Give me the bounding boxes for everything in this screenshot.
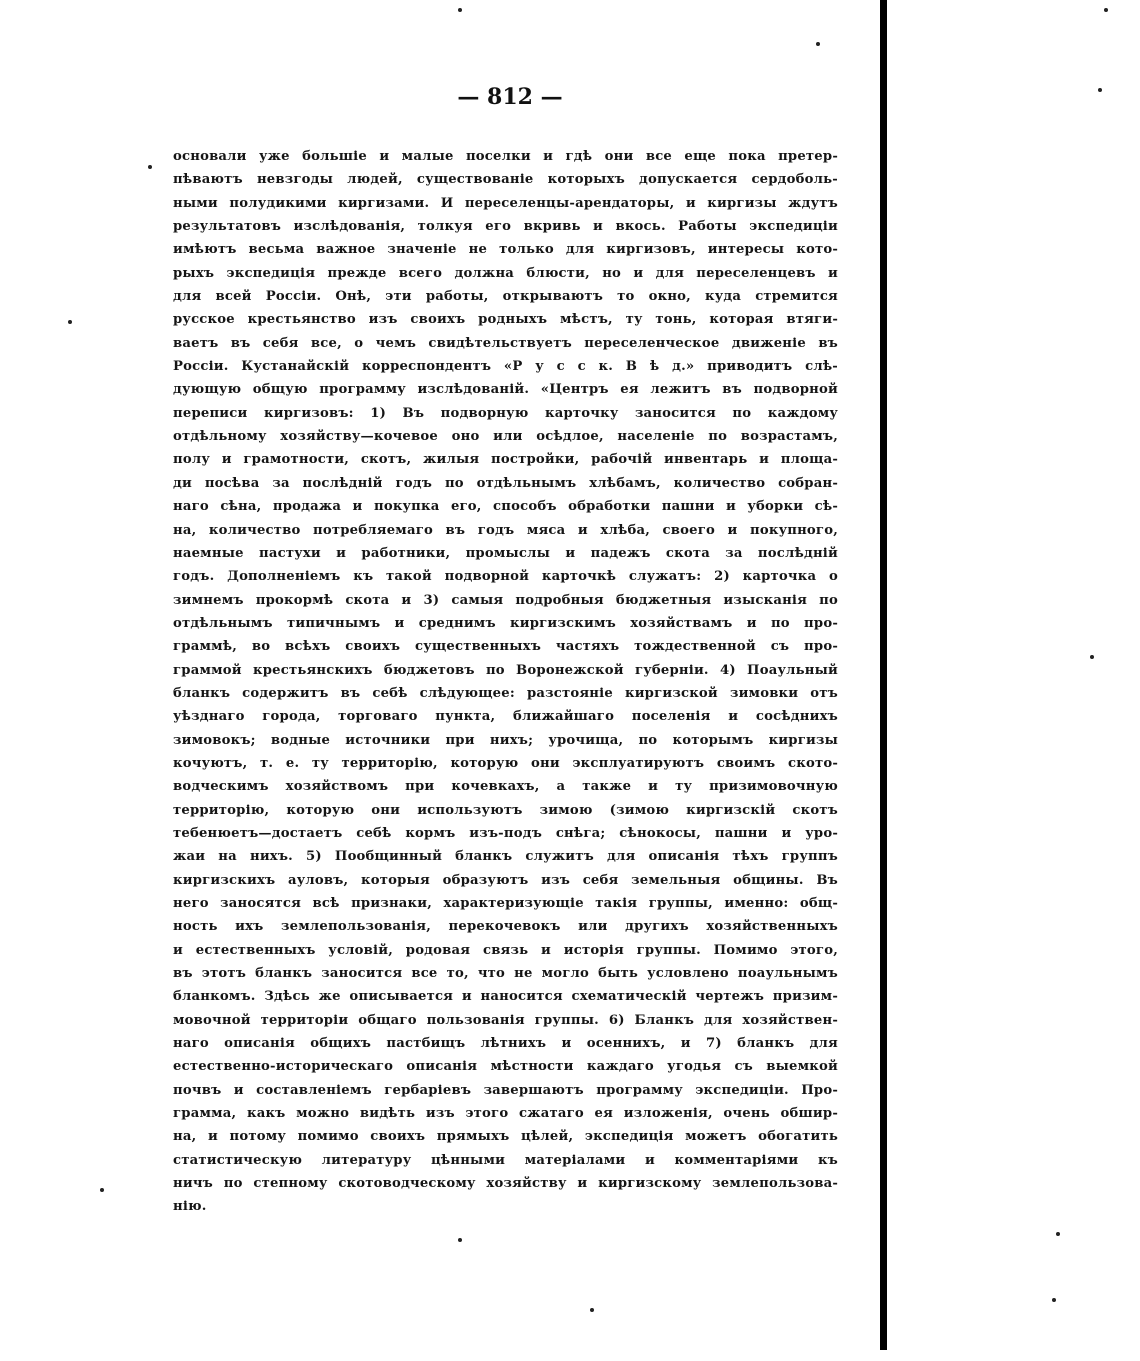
- scan-speck: [1056, 1232, 1060, 1236]
- text-line: водческимъ хозяйствомъ при кочевкахъ, а также и ту призимовочную: [173, 779, 838, 795]
- text-line: него заносятся всѣ признаки, характеризующіе такія группы, именно: общ-: [173, 896, 838, 911]
- text-line: бланкомъ. Здѣсь же описывается и наносится схематическій чертежъ призим-: [173, 989, 838, 1005]
- text-line: ваетъ въ себя все, о чемъ свидѣтельствуетъ переселенческое движеніе въ: [173, 335, 838, 351]
- text-line: основали уже большіе и малые поселки и гдѣ они все еще пока претер-: [173, 149, 838, 164]
- text-line: почвъ и составленіемъ гербаріевъ завершаютъ программу экспедиціи. Про-: [173, 1082, 838, 1098]
- text-line: наго сѣна, продажа и покупка его, способъ обработки пашни и уборки сѣ-: [173, 499, 838, 515]
- text-line: киргизскихъ ауловъ, которыя образуютъ изъ себя земельныя общины. Въ: [173, 872, 838, 888]
- page-number: — 812 —: [457, 84, 563, 110]
- scan-speck: [590, 1308, 594, 1312]
- text-line: дующую общую программу изслѣдованій. «Центръ ея лежитъ въ подворной: [173, 382, 838, 398]
- text-line: тебенюетъ—достаетъ себѣ кормъ изъ-подъ снѣга; сѣнокосы, пашни и уро-: [173, 825, 838, 841]
- scan-speck: [816, 42, 820, 46]
- scan-speck: [148, 165, 152, 169]
- text-line: ными полудикими киргизами. И переселенцы-арендаторы, и киргизы ждутъ: [173, 195, 838, 211]
- text-line: грамма, какъ можно видѣть изъ этого сжатаго ея изложенія, очень обшир-: [173, 1106, 838, 1122]
- text-line: наго описанія общихъ пастбищъ лѣтнихъ и осеннихъ, и 7) бланкъ для: [173, 1036, 838, 1052]
- text-line: пѣваютъ невзгоды людей, существованіе которыхъ допускается сердоболь-: [173, 172, 838, 188]
- text-line: естественно-историческаго описанія мѣстности каждаго угодья съ выемкой: [173, 1059, 838, 1075]
- text-line: Россіи. Кустанайскій корреспондентъ «Р у с с к. В ѣ д.» приводитъ слѣ-: [173, 359, 838, 375]
- text-line: наемные пастухи и работники, промыслы и падежъ скота за послѣдній: [173, 545, 838, 561]
- scan-speck: [68, 320, 72, 324]
- text-line: переписи киргизовъ: 1) Въ подворную карточку заносится по каждому: [173, 405, 838, 421]
- text-line: имѣютъ весьма важное значеніе не только для киргизовъ, интересы кото-: [173, 242, 838, 258]
- text-line: полу и грамотности, скотъ, жилыя постройки, рабочій инвентарь и площа-: [173, 452, 838, 468]
- text-line: ность ихъ землепользованія, перекочевокъ или другихъ хозяйственныхъ: [173, 919, 838, 935]
- text-line: отдѣльнымъ типичнымъ и среднимъ киргизскимъ хозяйствамъ и по про-: [173, 615, 838, 631]
- text-line: отдѣльному хозяйству—кочевое оно или осѣдлое, населеніе по возрастамъ,: [173, 429, 838, 445]
- scan-speck: [458, 1238, 462, 1242]
- text-line: для всей Россіи. Онѣ, эти работы, открываютъ то окно, куда стремится: [173, 289, 838, 305]
- text-line: зимовокъ; водные источники при нихъ; урочища, по которымъ киргизы: [173, 732, 838, 748]
- text-line: на, и потому помимо своихъ прямыхъ цѣлей, экспедиція можетъ обогатить: [173, 1129, 838, 1145]
- text-line: въ этотъ бланкъ заносится все то, что не могло быть условлено поаульнымъ: [173, 966, 838, 982]
- text-line: уѣзднаго города, торговаго пункта, ближайшаго поселенія и сосѣднихъ: [173, 709, 838, 725]
- scan-speck: [100, 1188, 104, 1192]
- text-line: рыхъ экспедиція прежде всего должна блюсти, но и для переселенцевъ и: [173, 265, 838, 281]
- text-line: ди посѣва за послѣдній годъ по отдѣльнымъ хлѣбамъ, количество собран-: [173, 475, 838, 491]
- text-line: граммѣ, во всѣхъ своихъ существенныхъ частяхъ тождественной съ про-: [173, 639, 838, 655]
- text-line: жаи на нихъ. 5) Пообщинный бланкъ служитъ для описанія тѣхъ группъ: [173, 849, 838, 865]
- text-line: русское крестьянство изъ своихъ родныхъ мѣстъ, ту тонь, которая втяги-: [173, 312, 838, 328]
- scan-speck: [1052, 1298, 1056, 1302]
- text-line: кочуютъ, т. е. ту территорію, которую они эксплуатируютъ своимъ ското-: [173, 755, 838, 771]
- text-line: статистическую литературу цѣнными матеріалами и комментаріями къ: [173, 1152, 838, 1168]
- text-line: и естественныхъ условій, родовая связь и исторія группы. Помимо этого,: [173, 942, 838, 958]
- text-line: нію.: [173, 1199, 207, 1215]
- text-line: территорію, которую они используютъ зимою (зимою киргизскій скотъ: [173, 802, 838, 818]
- text-line: результатовъ изслѣдованія, толкуя его вкривь и вкось. Работы экспедиціи: [173, 219, 838, 235]
- scan-speck: [1104, 8, 1108, 12]
- binding-edge-rule: [880, 0, 887, 1350]
- text-line: граммой крестьянскихъ бюджетовъ по Воронежской губерніи. 4) Поаульный: [173, 662, 838, 678]
- body-text: [173, 145, 838, 1219]
- scan-speck: [1098, 88, 1102, 92]
- text-line: зимнемъ прокормѣ скота и 3) самыя подробныя бюджетныя изысканія по: [173, 592, 838, 608]
- text-line: мовочной территоріи общаго пользованія группы. 6) Бланкъ для хозяйствен-: [173, 1012, 838, 1028]
- text-line: годъ. Дополненіемъ къ такой подворной карточкѣ служатъ: 2) карточка о: [173, 569, 838, 585]
- text-line: ничъ по степному скотоводческому хозяйству и киргизскому землепользова-: [173, 1176, 838, 1192]
- scan-speck: [458, 8, 462, 12]
- text-line: бланкъ содержитъ въ себѣ слѣдующее: разстояніе киргизской зимовки отъ: [173, 685, 838, 701]
- scan-speck: [1090, 655, 1094, 659]
- text-line: на, количество потребляемаго въ годъ мяса и хлѣба, своего и покупного,: [173, 522, 838, 538]
